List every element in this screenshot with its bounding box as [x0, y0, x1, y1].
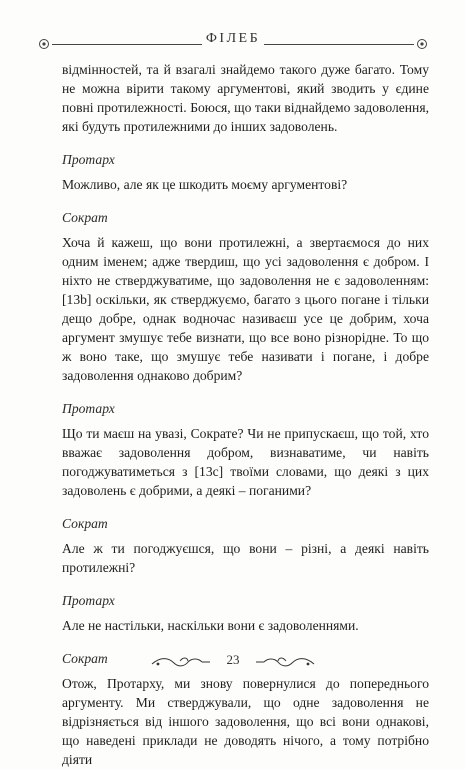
page-number: 23 — [226, 652, 240, 667]
speaker-name: Протарх — [62, 593, 115, 608]
paragraph: відмінностей, та й взагалі знайдемо такого дуже багато. Тому не можна вірити такому аргументові, який зводить у єдине повні протилежності. Боюся, що таки віднайдемо задоволення, які будуть протилежними до інших задоволень. — [62, 62, 429, 134]
running-title: ФІЛЕБ — [205, 31, 261, 46]
speaker-name: Сократ — [62, 651, 108, 666]
flourish-right-icon — [254, 655, 316, 669]
paragraph: Але не настільки, наскільки вони є задоволеннями. — [62, 618, 359, 633]
page-footer — [150, 652, 316, 674]
paragraph: Хоча й кажеш, що вони протилежні, а звертаємося до них одним іменем; адже твердиш, що усі задоволення є добром. І ніхто не стверджуватиме, що задоволення не є задоволенням: [13b] оскільки, як стверджуємо, багато з цього погане і тільки дещо добре, однак водночас називаєш усе це добрим, хоча аргумент змушує тебе визнати, що все воно різнорідне. То що ж воно таке, що змушує тебе називати і погане, і добре задоволення однаково добрим? — [62, 235, 429, 383]
speaker-name: Сократ — [62, 210, 108, 225]
paragraph: Що ти маєш на увазі, Сократе? Чи не припускаєш, що той, хто вважає задоволення добром, визнаватиме, чи навіть погоджуватиметься з [13c] твоїми словами, що деякі з цих задоволень є добрими, а деякі – поганими? — [62, 426, 429, 498]
header-rule-right — [264, 44, 414, 45]
speaker-name: Протарх — [62, 401, 115, 416]
speaker-name: Протарх — [62, 152, 115, 167]
running-header — [38, 22, 428, 50]
speaker-name: Сократ — [62, 516, 108, 531]
paragraph: Але ж ти погоджуєшся, що вони – різні, а деякі навіть протилежні? — [62, 541, 429, 575]
paragraph: Можливо, але як це шкодить моєму аргументові? — [62, 177, 348, 192]
ornament-icon — [416, 38, 428, 50]
paragraph: Отож, Протарху, ми знову повернулися до попереднього аргументу. Ми стверджували, що одне задоволення не відрізняється від іншого задоволення, що всі вони однакові, що наведені приклади не доводять нічого, а тому потрібно діяти — [62, 676, 429, 767]
